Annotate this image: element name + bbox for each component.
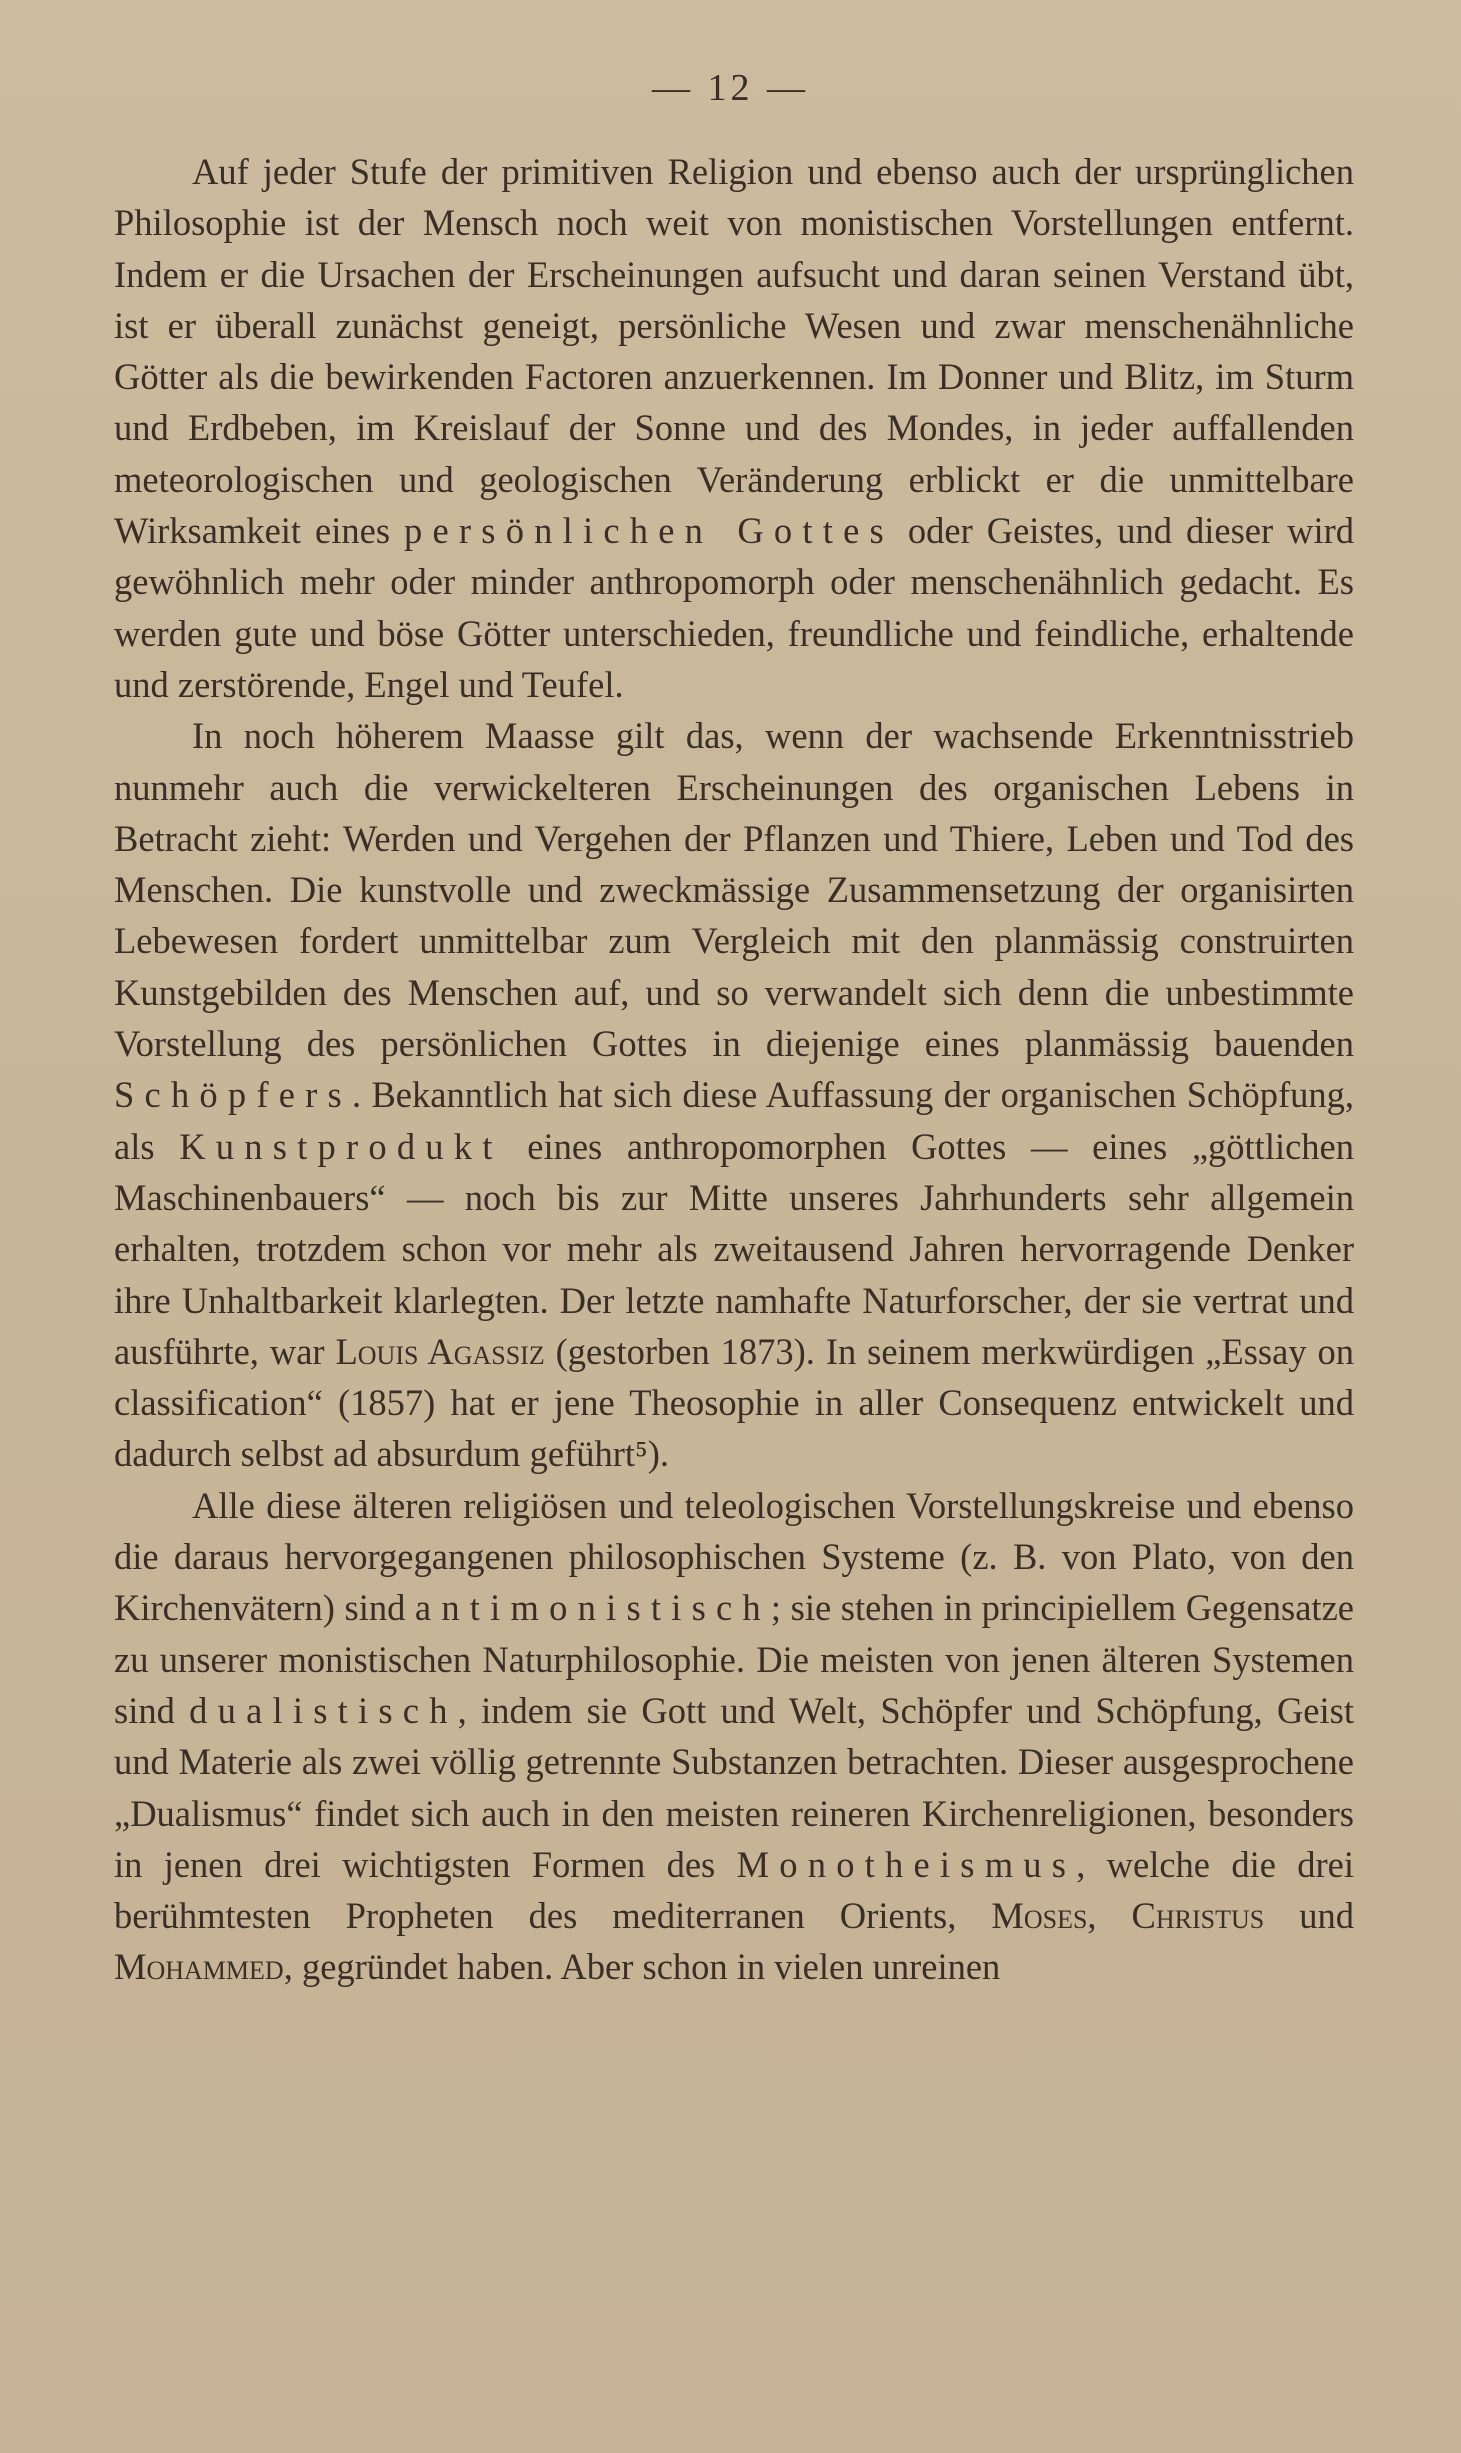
text-segment: (gestorben 1873). In seinem merkwürdigen „Essay on classification“ (1857) hat er jene Theosophie in aller Consequenz entwickelt und dadurch selbst ad absurdum geführt⁵). [114, 1330, 1354, 1475]
text-segment: , gegründet haben. Aber schon in vielen unreinen [283, 1946, 1001, 1988]
spaced-emphasis: Schöpfers [114, 1074, 352, 1116]
text-segment: In noch höherem Maasse gilt das, wenn der wachsende Erkenntnisstrieb nunmehr auch die verwickelteren Erscheinungen des organischen Lebens in Betracht zieht: Werden und Vergehen der Pflanzen und Thiere, Leben und Tod des Menschen. Die kunstvolle und zweckmässige Zusammensetzung der organisirten Lebewesen fordert unmittelbar zum Vergleich mit den planmässig construirten Kunstgebilden des Menschen auf, und so verwandelt sich denn die unbestimmte Vorstellung des persönlichen Gottes in diejenige eines planmässig bauenden [114, 715, 1354, 1065]
text-segment: Alle diese älteren religiösen und teleologischen Vorstellungskreise und ebenso die daraus hervorgegangenen philosophischen Systeme (z. B. von Plato, von den Kirchenvätern) sind [114, 1484, 1354, 1629]
text-segment: . Bekanntlich hat sich diese Auffassung der organischen Schöpfung, als [114, 1074, 1354, 1167]
text-segment: , [1087, 1895, 1132, 1937]
paragraph-1 [114, 146, 1354, 710]
small-caps-name: Louis Agassiz [335, 1330, 545, 1372]
text-segment: und [1264, 1895, 1354, 1937]
text-segment: , welche die drei berühmtesten Propheten des mediterranen Orients, [114, 1843, 1354, 1937]
small-caps-name: Mohammed [114, 1946, 284, 1988]
text-segment: , indem sie Gott und Welt, Schöpfer und Schöpfung, Geist und Materie als zwei völlig getrennte Substanzen betrachten. Dieser ausgesprochene „Dualismus“ findet sich auch in den meisten reineren Kirchenreligionen, besonders in jenen drei wichtigsten Formen des [114, 1689, 1354, 1885]
small-caps-name: Moses [991, 1895, 1088, 1937]
text-segment: eines anthropomorphen Gottes — eines „göttlichen Maschinenbauers“ — noch bis zur Mitte unseres Jahrhunderts sehr allgemein erhalten, trotzdem schon vor mehr als zweitausend Jahren hervorragende Denker ihre Unhaltbarkeit klarlegten. Der letzte namhafte Naturforscher, der sie vertrat und ausführte, war [114, 1125, 1355, 1372]
paragraph-2 [114, 710, 1354, 1479]
paragraph-3 [114, 1480, 1354, 1993]
text-segment: Auf jeder Stufe der primitiven Religion und ebenso auch der ursprünglichen Philosophie ist der Mensch noch weit von monistischen Vorstellungen entfernt. Indem er die Ursachen der Erscheinungen aufsucht und daran seinen Verstand übt, ist er überall zunächst geneigt, persönliche Wesen und zwar menschenähnliche Götter als die bewirkenden Factoren anzuerkennen. Im Donner und Blitz, im Sturm und Erdbeben, im Kreislauf der Sonne und des Mondes, in jeder auffallenden meteorologischen und geologischen Veränderung erblickt er die unmittelbare Wirksamkeit eines [114, 151, 1354, 552]
spaced-emphasis: Monotheismus [736, 1843, 1077, 1885]
spaced-emphasis: antimonistisch [414, 1587, 771, 1629]
text-segment: ; sie stehen in principiellem Gegensatze zu unserer monistischen Naturphilosophie. Die meisten von jenen älteren Systemen sind [114, 1587, 1354, 1731]
spaced-emphasis: persönlichen Gottes [404, 510, 894, 552]
small-caps-name: Christus [1131, 1895, 1265, 1937]
spaced-emphasis: dualistisch [189, 1689, 458, 1731]
spaced-emphasis: Kunstprodukt [179, 1125, 503, 1167]
page-number: — 12 — [652, 67, 809, 109]
body-text [114, 146, 1354, 1993]
text-segment: oder Geistes, und dieser wird gewöhnlich mehr oder minder anthropomorph oder menschenähnlich gedacht. Es werden gute und böse Götter unterschieden, freundliche und feindliche, erhaltende und zerstörende, Engel und Teufel. [114, 510, 1354, 705]
